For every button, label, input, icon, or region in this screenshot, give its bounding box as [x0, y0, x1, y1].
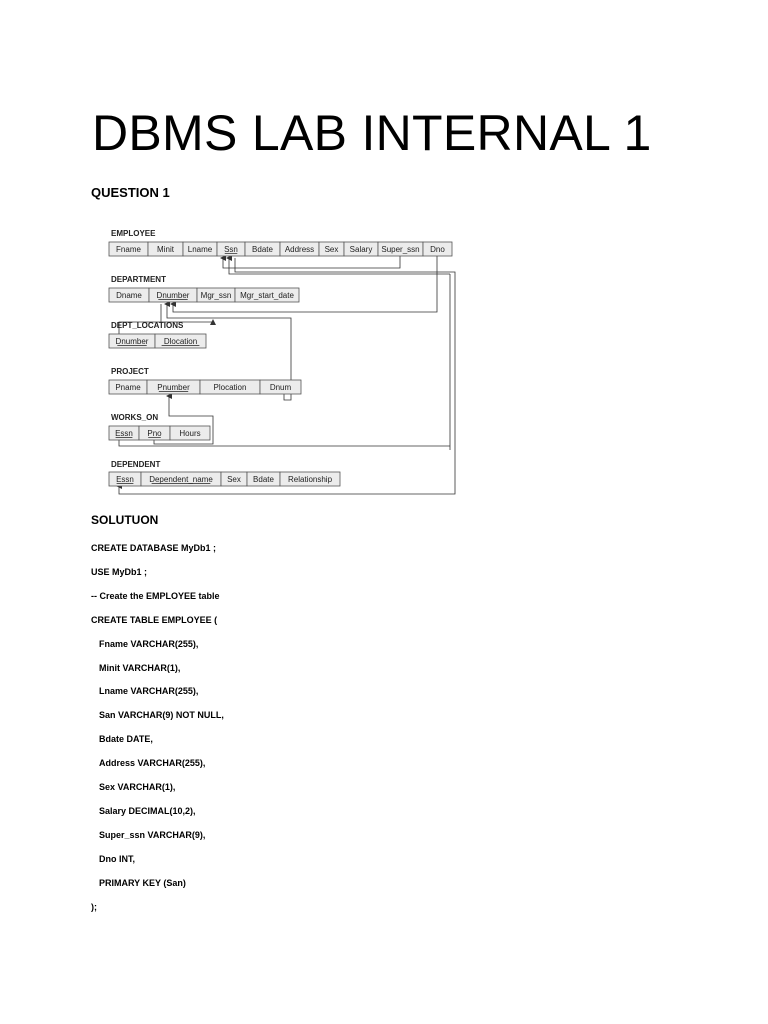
- relation-name: EMPLOYEE: [111, 229, 156, 238]
- attribute-label: Pname: [115, 383, 141, 392]
- code-line: Address VARCHAR(255),: [99, 758, 206, 769]
- relation-dependent: [109, 460, 340, 486]
- attribute-label: Pnumber: [157, 383, 190, 392]
- attribute-label: Salary: [349, 245, 373, 254]
- attribute-label: Mgr_ssn: [200, 291, 232, 300]
- code-line: Super_ssn VARCHAR(9),: [99, 829, 206, 840]
- relation-name: PROJECT: [111, 367, 149, 376]
- attribute-label: Plocation: [213, 383, 247, 392]
- relation-name: DEPARTMENT: [111, 275, 166, 284]
- schema-svg: [105, 222, 475, 500]
- attribute-label: Dnumber: [156, 291, 190, 300]
- relation-works-on: [109, 413, 210, 440]
- attribute-label: Essn: [115, 429, 133, 438]
- relation-employee: [109, 229, 452, 256]
- foreign-key-line: [173, 256, 437, 312]
- relation-dept-locations: [109, 321, 206, 348]
- code-line: -- Create the EMPLOYEE table: [91, 590, 220, 601]
- relation-name: DEPENDENT: [111, 460, 161, 469]
- code-line: USE MyDb1 ;: [91, 566, 148, 577]
- attribute-label: Bdate: [252, 245, 273, 254]
- attribute-label: Dnumber: [115, 337, 149, 346]
- relation-project: [109, 367, 301, 394]
- code-line: Dno INT,: [99, 853, 135, 864]
- attribute-label: Essn: [116, 475, 134, 484]
- foreign-key-line: [223, 256, 400, 268]
- code-line: Sex VARCHAR(1),: [99, 782, 176, 792]
- attribute-label: Ssn: [224, 245, 238, 254]
- code-line: );: [91, 901, 97, 912]
- attribute-label: Bdate: [253, 475, 274, 484]
- relational-schema-diagram: [105, 222, 475, 500]
- attribute-label: Hours: [179, 429, 201, 438]
- code-line: San VARCHAR(9) NOT NULL,: [99, 710, 224, 721]
- code-line: Salary DECIMAL(10,2),: [99, 805, 196, 816]
- code-line: CREATE DATABASE MyDb1 ;: [91, 543, 217, 553]
- code-line: Bdate DATE,: [99, 734, 153, 745]
- code-line: Lname VARCHAR(255),: [99, 686, 199, 697]
- foreign-key-line: [119, 440, 450, 446]
- attribute-label: Lname: [187, 245, 213, 254]
- code-line: Fname VARCHAR(255),: [99, 638, 199, 649]
- page-title: DBMS LAB INTERNAL 1: [92, 105, 652, 161]
- relations: [109, 229, 452, 486]
- relation-department: [109, 275, 299, 302]
- attribute-label: Sex: [227, 475, 241, 484]
- code-line: PRIMARY KEY (San): [99, 877, 186, 888]
- code-line: Minit VARCHAR(1),: [99, 662, 181, 673]
- code-line: CREATE TABLE EMPLOYEE (: [91, 614, 218, 625]
- attribute-label: Dlocation: [163, 337, 198, 346]
- attribute-label: Super_ssn: [381, 245, 420, 254]
- relation-name: WORKS_ON: [111, 413, 159, 422]
- solution-heading: SOLUTUON: [91, 513, 159, 527]
- question-heading: QUESTION 1: [91, 185, 170, 200]
- attribute-label: Dno: [430, 245, 445, 254]
- attribute-label: Dependent_name: [149, 475, 213, 484]
- attribute-label: Mgr_start_date: [240, 291, 294, 300]
- attribute-label: Dnum: [269, 383, 292, 392]
- attribute-label: Minit: [157, 245, 174, 254]
- attribute-label: Pno: [147, 429, 162, 438]
- attribute-label: Relationship: [287, 475, 333, 484]
- attribute-label: Dname: [116, 291, 142, 300]
- attribute-label: Address: [284, 245, 315, 254]
- relation-name: DEPT_LOCATIONS: [111, 321, 184, 330]
- attribute-label: Sex: [324, 245, 339, 254]
- attribute-label: Fname: [116, 245, 141, 254]
